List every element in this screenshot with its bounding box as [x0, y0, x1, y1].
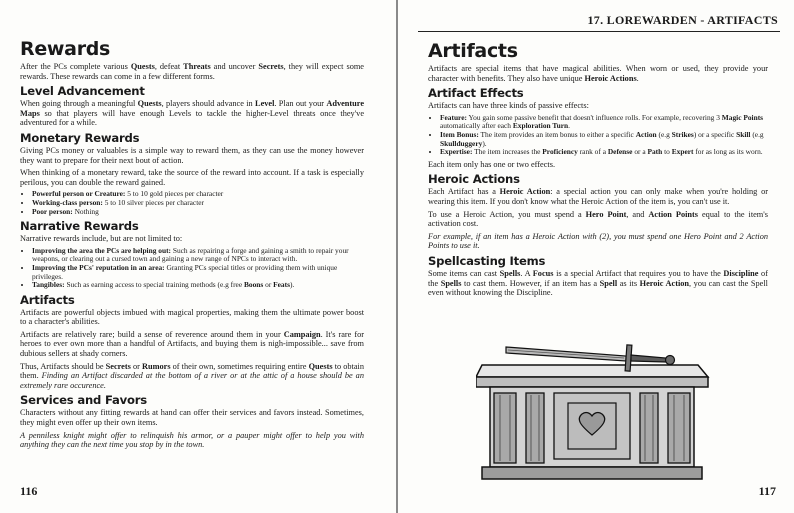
left-page	[0, 0, 396, 513]
header-divider	[418, 31, 780, 32]
monetary-text-2: When thinking of a monetary reward, take the source of the reward into account. If a task is especially perilous, you can double the reward gained.	[20, 168, 364, 187]
right-column	[428, 40, 768, 301]
page-number-left: 116	[20, 484, 38, 498]
services-text-2: A penniless knight might offer to relinquish his armor, or a pauper might offer to help you with anything they can the next time you stop by in the town.	[20, 430, 364, 450]
heroic-text-2: To use a Heroic Action, you must spend a Hero Point, and Action Points equal to the item's activation cost.	[428, 209, 768, 229]
sword-on-altar-icon	[476, 325, 712, 490]
artifacts-text-3: Thus, Artifacts should be Secrets or Rumors of their own, sometimes requiring entire Quests to obtain them. Finding an Artifact discarded at the bottom of a river or at the attic of a house should be an extremely rare occurence.	[20, 361, 364, 390]
heading-heroic-actions: Heroic Actions	[428, 172, 520, 187]
page-title-artifacts: Artifacts	[428, 40, 518, 62]
page-title-rewards: Rewards	[20, 38, 111, 60]
monetary-list	[20, 190, 364, 216]
left-column	[20, 38, 364, 453]
heroic-text-1: Each Artifact has a Heroic Action: a special action you can only make when you're holding or wearing this item. If you don't know what the Heroic Action of the item is, you can't use it.	[428, 187, 768, 206]
heading-level-advancement: Level Advancement	[20, 84, 145, 99]
list-item: • Improving the area the PCs are helping out: Such as repairing a forge and gaining a smith to repair your weapons, or clearing out a cursed town and gaining a new range of NPCs to interact with.	[32, 247, 364, 264]
services-text-1: Characters without any fitting rewards at hand can offer their services and favors instead. Sometimes, they might even offer up their own items.	[20, 408, 364, 428]
heading-spellcasting-items: Spellcasting Items	[428, 253, 546, 268]
list-item: • Expertise: The item increases the Proficiency rank of a Defense or a Path to Expert for as long as its worn.	[440, 148, 768, 157]
heading-services-favors: Services and Favors	[20, 393, 147, 408]
list-item: • Item Bonus: The item provides an item bonus to either a specific Action (e.g Strikes) or a specific Skill (e.g Skullduggery).	[440, 131, 768, 148]
level-advancement-text: When going through a meaningful Quests, players should advance in Level. Plan out your Adventure Maps so that players will have enough Levels to tackle the higher-Level threats once they've adventured for a while.	[20, 99, 365, 128]
monetary-text-1: Giving PCs money or valuables is a simple way to reward them, as they can use the money however they want to prepare for their next bout of action.	[20, 145, 364, 165]
rewards-intro: After the PCs complete various Quests, defeat Threats and uncover Secrets, they will expect some rewards. These rewards can come in a few different forms.	[20, 62, 364, 81]
artifacts-text-1: Artifacts are powerful objects imbued with magical properties, making them the ultimate power boost to a character's abilities.	[20, 307, 364, 327]
running-header: 17. LOREWARDEN - ARTIFACTS	[587, 13, 778, 27]
artifacts-text-2: Artifacts are relatively rare; build a sense of reverence around them in your Campaign. It's rare for heroes to ever own more than a handful of Artifacts, and buying them is nigh-impossible... save from dubious sellers at shady corners.	[20, 329, 364, 359]
effects-text: Artifacts can have three kinds of passive effects:	[428, 101, 589, 111]
heading-artifact-effects: Artifact Effects	[428, 86, 524, 101]
effects-footer: Each item only has one or two effects.	[428, 159, 556, 169]
narrative-text: Narrative rewards include, but are not limited to:	[20, 234, 183, 244]
spellcasting-text: Some items can cast Spells. A Focus is a special Artifact that requires you to have the Discipline of the Spells to cast them. However, if an item has a Spell as its Heroic Action, you can cast the Spell even without knowing the Discipline.	[428, 268, 768, 298]
heading-artifacts-left: Artifacts	[20, 292, 75, 307]
effects-list	[428, 114, 768, 157]
heading-narrative-rewards: Narrative Rewards	[20, 219, 139, 234]
narrative-list	[20, 247, 364, 290]
heading-monetary-rewards: Monetary Rewards	[20, 130, 140, 145]
right-page	[398, 0, 794, 513]
list-item: • Feature: You gain some passive benefit that doesn't influence rolls. For example, recovering 3 Magic Points automatically after each Exploration Turn.	[440, 114, 768, 131]
list-item: • Powerful person or Creature: 5 to 10 gold pieces per character	[32, 190, 364, 199]
list-item: • Working-class person: 5 to 10 silver pieces per character	[32, 199, 364, 208]
list-item: • Poor person: Nothing	[32, 208, 364, 217]
artifacts-intro: Artifacts are special items that have magical abilities. When worn or used, they provide your character with benefits. They also have unique Heroic Actions.	[428, 64, 768, 83]
heroic-text-3: For example, if an item has a Heroic Action with (2), you must spend one Hero Point and 2 Action Points to use it.	[428, 231, 768, 251]
list-item: • Improving the PCs' reputation in an area: Granting PCs special titles or providing them with unique privileges.	[32, 264, 364, 281]
page-number-right: 117	[758, 484, 776, 498]
list-item: • Tangibles: Such as earning access to special training methods (e.g free Boons or Feats).	[32, 281, 364, 290]
